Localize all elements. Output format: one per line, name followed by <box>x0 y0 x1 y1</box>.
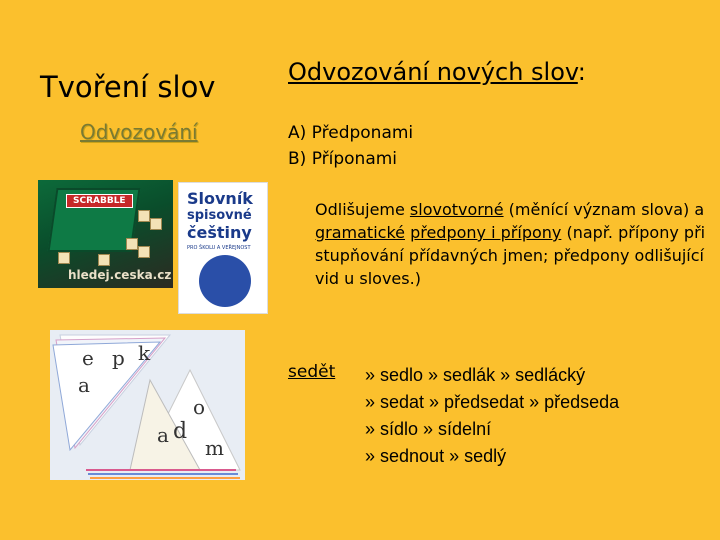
scrabble-tile <box>138 246 150 258</box>
scrabble-tile <box>138 210 150 222</box>
chain-line: » sídlo » sídelní <box>365 419 492 439</box>
book-title-2: spisovné <box>187 208 252 223</box>
book-emblem <box>199 255 251 307</box>
triangle-letter: k <box>138 341 151 365</box>
slide-title-right <box>288 58 586 86</box>
para-text-4: (např. přípony při stupňování přídavných jmen; předpony odlišující vid u sloves.) <box>315 223 706 288</box>
scrabble-tile <box>58 252 70 264</box>
chain-line: » sedat » předsedat » předseda <box>365 392 620 412</box>
triangle-letter: a <box>78 373 90 397</box>
chain-line: » sedlo » sedlák » sedlácký <box>365 365 586 385</box>
book-subtitle: PRO ŠKOLU A VEŘEJNOST <box>187 245 251 251</box>
scrabble-tile <box>98 254 110 266</box>
example-word: sedět <box>288 362 336 382</box>
explanation-paragraph <box>315 198 710 290</box>
scrabble-tile <box>150 218 162 230</box>
para-text-2: (měnící význam slova) a <box>503 200 705 219</box>
triangle-letter: d <box>173 419 188 444</box>
triangle-letter: o <box>193 395 206 419</box>
para-term-predpony: předpony i přípony <box>410 223 562 242</box>
triangle-letter: m <box>205 436 224 460</box>
method-item-b: B) Příponami <box>288 149 398 169</box>
triangle-letter: e <box>82 346 94 370</box>
para-text-1: Odlišujeme <box>315 200 410 219</box>
scrabble-logo: SCRABBLE <box>66 194 133 208</box>
title-main: Odvozování nových slov <box>288 58 578 86</box>
title-colon: : <box>577 58 586 86</box>
triangle-letter: p <box>112 346 125 370</box>
dictionary-book-image <box>178 182 268 314</box>
triangle-cards-illustration <box>50 330 245 480</box>
chain-line: » sednout » sedlý <box>365 446 507 466</box>
para-term-slovotvorne: slovotvorné <box>409 200 504 219</box>
book-title-3: češtiny <box>187 223 252 242</box>
slide-subtitle-left: Odvozování <box>80 120 198 144</box>
method-item-a: A) Předponami <box>288 123 414 143</box>
para-term-gramaticke: gramatické <box>315 223 405 242</box>
slide-title-left: Tvoření slov <box>40 70 216 104</box>
method-list <box>288 120 413 172</box>
triangle-letter: a <box>157 423 169 447</box>
scrabble-watermark: hledej.ceska.cz <box>68 268 172 282</box>
scrabble-image <box>38 180 173 288</box>
derivation-chain <box>365 362 619 470</box>
triangle-cards-image <box>50 330 245 480</box>
scrabble-tile <box>126 238 138 250</box>
book-title-1: Slovník <box>187 189 253 208</box>
